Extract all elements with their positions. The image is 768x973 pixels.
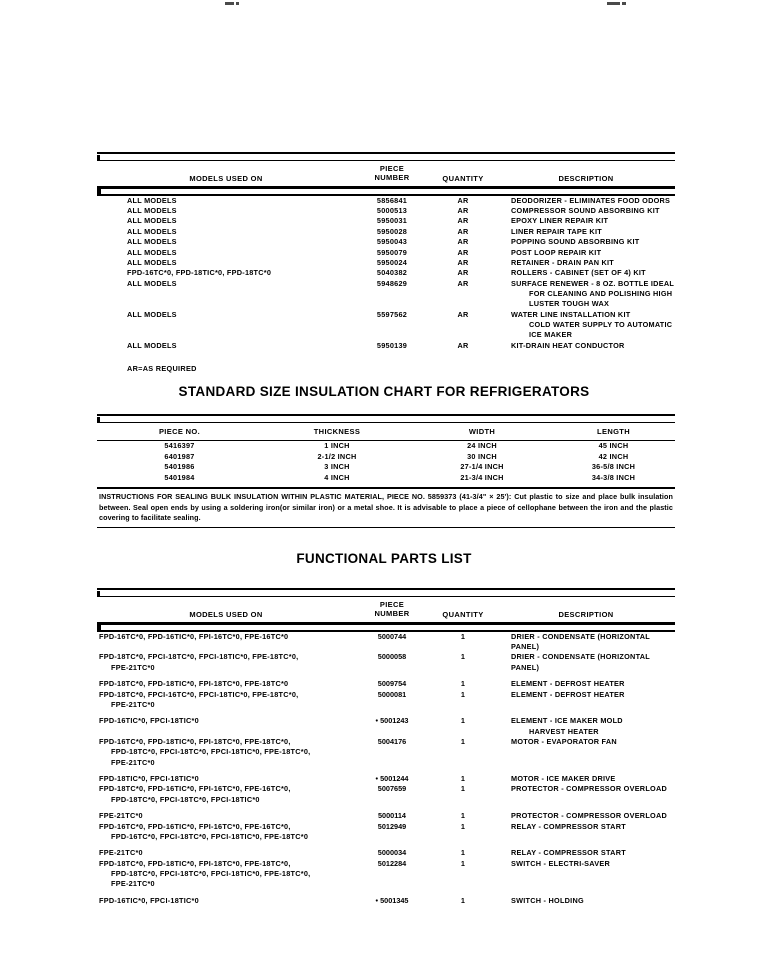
cell-piece-number: 5000513 (376, 206, 408, 216)
cell-models-used-on (97, 896, 355, 906)
cell-models-used-on: ALL MODELS (127, 257, 177, 267)
cell-piece-number: 5004176 (377, 736, 407, 746)
description-line: RETAINER - DRAIN PAN KIT (511, 257, 615, 267)
column-header-piece-number (355, 600, 429, 619)
column-header-description: DESCRIPTION (558, 609, 614, 619)
cell-quantity: AR (457, 340, 469, 350)
as-required-footnote: AR=AS REQUIRED (127, 364, 197, 373)
table-row (97, 216, 675, 226)
cell-quantity: 1 (460, 679, 466, 689)
cell-models-used-on (97, 737, 355, 768)
cell-description (497, 237, 675, 247)
models-line: FPE-21TC*0 (99, 811, 143, 821)
models-line: FPD-16TC*0, FPD-18TIC*0, FPI-18TC*0, FPE-18TC*0, (99, 736, 291, 746)
models-line: FPD-16TC*0, FPD-16TIC*0, FPI-16TC*0, FPE-16TC*0, (99, 821, 291, 831)
table-row (97, 690, 675, 711)
cell-description (497, 859, 675, 869)
description-line: COMPRESSOR SOUND ABSORBING KIT (511, 206, 660, 216)
column-header-quantity: QUANTITY (442, 173, 484, 183)
table-row (97, 737, 675, 768)
insulation-chart-title: STANDARD SIZE INSULATION CHART FOR REFRIGERATORS (178, 384, 590, 399)
table-row (97, 341, 675, 351)
cell-thickness: 3 INCH (324, 462, 350, 472)
cell-models-used-on: ALL MODELS (127, 278, 177, 288)
column-header-width: WIDTH (468, 427, 496, 436)
cell-piece-number: 5040382 (376, 268, 408, 278)
cell-quantity: 1 (460, 784, 466, 794)
cell-piece-number: • 5001345 (375, 895, 409, 905)
piece-header-line2: NUMBER (374, 173, 410, 183)
models-line: FPD-16TIC*0, FPCI-18TIC*0 (99, 895, 199, 905)
cell-description (497, 784, 675, 794)
cell-description (497, 258, 675, 268)
cell-quantity: AR (457, 216, 469, 226)
table-row (97, 227, 675, 237)
scan-artifact (622, 2, 626, 5)
models-continuation-line: FPE-21TC*0 (111, 699, 155, 709)
insulation-header-row (97, 423, 675, 440)
cell-piece-no: 5401986 (164, 462, 195, 472)
description-line: LINER REPAIR TAPE KIT (511, 226, 602, 236)
cell-quantity: 1 (460, 895, 466, 905)
cell-quantity: AR (457, 237, 469, 247)
cell-models-used-on: ALL MODELS (127, 309, 177, 319)
cell-piece-number: 5950079 (376, 247, 408, 257)
cell-quantity: AR (457, 257, 469, 267)
table-row (97, 848, 675, 858)
description-continuation-line: HARVEST HEATER (529, 726, 599, 736)
cell-piece-no: 6401987 (164, 451, 195, 461)
description-line: ELEMENT - DEFROST HEATER (511, 689, 625, 699)
cell-quantity: 1 (460, 848, 466, 858)
models-continuation-line: FPD-18TC*0, FPCI-18TC*0, FPCI-18TIC*0, FPE-18TC*0, (111, 868, 311, 878)
cell-models-used-on: ALL MODELS (127, 195, 177, 205)
cell-quantity: 1 (460, 652, 466, 662)
scan-artifact (236, 2, 239, 5)
cell-quantity: 1 (460, 689, 466, 699)
table-row (97, 248, 675, 258)
models-line: FPE-21TC*0 (99, 848, 143, 858)
scan-artifact (607, 2, 620, 5)
models-line: FPD-18TC*0, FPD-18TIC*0, FPI-18TC*0, FPE-18TC*0, (99, 858, 291, 868)
cell-piece-number: 5012949 (377, 821, 407, 831)
cell-quantity: AR (457, 195, 469, 205)
table-rule-top (97, 152, 675, 161)
table-row (97, 462, 675, 473)
table-row (97, 206, 675, 216)
table-row (97, 716, 675, 737)
table-row (97, 258, 675, 268)
cell-description (497, 248, 675, 258)
models-line: FPD-18TC*0, FPD-18TIC*0, FPI-18TC*0, FPE-18TC*0 (99, 679, 289, 689)
cell-models-used-on (97, 784, 355, 805)
cell-description (497, 679, 675, 689)
cell-piece-number: 5000744 (377, 631, 407, 641)
models-continuation-line: FPE-21TC*0 (111, 879, 155, 889)
description-line: DRIER - CONDENSATE (HORIZONTAL PANEL) (511, 631, 650, 652)
piece-header-line1: PIECE (379, 164, 405, 173)
cell-piece-number: • 5001244 (375, 774, 409, 784)
description-continuation-line: ICE MAKER (529, 330, 573, 340)
cell-piece-number: 5000114 (377, 811, 406, 821)
cell-quantity: 1 (460, 716, 466, 726)
cell-piece-number: 5007659 (377, 784, 407, 794)
cell-models-used-on (97, 652, 355, 673)
table-row (97, 632, 675, 653)
cell-models-used-on (97, 822, 355, 843)
models-continuation-line: FPE-21TC*0 (111, 662, 155, 672)
cell-quantity: AR (457, 226, 469, 236)
column-header-piece-number (355, 164, 429, 183)
models-line: FPD-18TC*0, FPD-16TIC*0, FPI-16TC*0, FPE-16TC*0, (99, 784, 291, 794)
table-row (97, 679, 675, 689)
column-header-length: LENGTH (597, 427, 630, 436)
description-line: MOTOR - ICE MAKER DRIVE (511, 774, 616, 784)
accessory-parts-table (97, 152, 675, 351)
description-line: DRIER - CONDENSATE (HORIZONTAL PANEL) (511, 652, 650, 672)
cell-models-used-on: ALL MODELS (127, 247, 177, 257)
description-line: PROTECTOR - COMPRESSOR OVERLOAD (511, 784, 667, 794)
cell-models-used-on (97, 774, 355, 784)
description-line: ROLLERS - CABINET (SET OF 4) KIT (511, 268, 646, 278)
description-line: POPPING SOUND ABSORBING KIT (511, 237, 640, 247)
table-row (97, 652, 675, 673)
cell-quantity: 1 (460, 821, 466, 831)
accessory-table-header-row (97, 161, 675, 186)
description-line: ELEMENT - DEFROST HEATER (511, 679, 625, 689)
functional-rule-top (97, 588, 675, 597)
cell-models-used-on: ALL MODELS (127, 216, 177, 226)
cell-description (497, 848, 675, 858)
cell-description (497, 652, 675, 673)
cell-description (497, 716, 675, 737)
cell-length: 45 INCH (598, 441, 629, 450)
cell-models-used-on (97, 679, 355, 689)
cell-piece-number: 5950139 (376, 340, 408, 350)
cell-length: 36-5/8 INCH (591, 462, 636, 472)
cell-width: 30 INCH (467, 451, 497, 461)
cell-quantity: 1 (460, 811, 466, 821)
cell-models-used-on (97, 848, 355, 858)
table-row (97, 473, 675, 484)
cell-description (497, 279, 675, 310)
cell-description (497, 310, 675, 341)
cell-width: 21-3/4 INCH (460, 472, 504, 482)
description-line: KIT-DRAIN HEAT CONDUCTOR (511, 340, 625, 350)
column-header-models: MODELS USED ON (189, 609, 263, 619)
insulation-chart-table (97, 414, 675, 528)
description-line: MOTOR - EVAPORATOR FAN (511, 736, 617, 746)
table-row (97, 237, 675, 247)
cell-quantity: 1 (460, 858, 466, 868)
table-row (97, 310, 675, 341)
table-row (97, 452, 675, 463)
cell-description (497, 632, 675, 653)
cell-piece-number: • 5001243 (375, 716, 409, 726)
accessory-table-body (97, 196, 675, 351)
cell-models-used-on: FPD-16TC*0, FPD-18TIC*0, FPD-18TC*0 (127, 268, 272, 278)
description-line: RELAY - COMPRESSOR START (511, 848, 626, 858)
description-line: PROTECTOR - COMPRESSOR OVERLOAD (511, 811, 667, 821)
cell-description (497, 737, 675, 747)
cell-width: 27-1/4 INCH (460, 462, 504, 472)
cell-piece-number: 5950043 (376, 237, 408, 247)
table-row (97, 196, 675, 206)
cell-quantity: AR (457, 278, 469, 288)
table-row (97, 774, 675, 784)
models-line: FPD-18TC*0, FPCI-16TC*0, FPCI-18TIC*0, FPE-18TC*0, (99, 689, 299, 699)
cell-description (497, 268, 675, 278)
instructions-rule-bottom (97, 527, 675, 528)
description-continuation-line: COLD WATER SUPPLY TO AUTOMATIC (529, 320, 673, 330)
column-header-description: DESCRIPTION (558, 173, 614, 183)
cell-models-used-on (97, 716, 355, 726)
cell-quantity: 1 (460, 774, 466, 784)
description-line: WATER LINE INSTALLATION KIT (511, 309, 631, 319)
description-line: RELAY - COMPRESSOR START (511, 821, 626, 831)
models-line: FPD-18TC*0, FPCI-18TC*0, FPCI-18TIC*0, FPE-18TC*0, (99, 652, 299, 662)
table-row (97, 811, 675, 821)
cell-piece-number: 5950028 (376, 226, 408, 236)
cell-piece-number: 5009754 (377, 679, 407, 689)
functional-table-header-row (97, 597, 675, 622)
cell-piece-no: 5401984 (164, 472, 195, 482)
cell-quantity: 1 (460, 631, 466, 641)
cell-piece-number: 5948629 (376, 278, 408, 288)
cell-models-used-on: ALL MODELS (127, 340, 177, 350)
cell-models-used-on (97, 859, 355, 890)
cell-description (497, 822, 675, 832)
column-header-quantity: QUANTITY (442, 609, 484, 619)
description-line: SWITCH - ELECTRI-SAVER (511, 858, 611, 868)
cell-piece-number: 5000081 (377, 689, 407, 699)
cell-models-used-on: ALL MODELS (127, 237, 177, 247)
description-line: DEODORIZER - ELIMINATES FOOD ODORS (511, 195, 671, 205)
functional-rule-middle (97, 622, 675, 632)
functional-parts-table (97, 588, 675, 906)
cell-thickness: 1 INCH (324, 441, 350, 450)
insulation-instructions-text: INSTRUCTIONS FOR SEALING BULK INSULATION WITHIN PLASTIC MATERIAL, PIECE NO. 5859373 (41-3/4" × 25'): Cut plastic to size and place bulk insulation between. Seal open ends by using a soldering iron(or similar iron) or a metal shoe. It is advisable to place a piece of cellophane between the iron and the plastic covering to facilitate sealing. (99, 492, 673, 523)
models-continuation-line: FPD-16TC*0, FPCI-18TC*0, FPCI-18TIC*0, FPE-18TC*0 (111, 831, 309, 841)
models-continuation-line: FPE-21TC*0 (111, 757, 155, 767)
cell-description (497, 896, 675, 906)
cell-quantity: 1 (460, 736, 466, 746)
cell-quantity: AR (457, 206, 469, 216)
cell-models-used-on (97, 690, 355, 711)
cell-piece-number: 5012284 (377, 858, 407, 868)
cell-piece-number: 5950031 (376, 216, 408, 226)
cell-piece-number: 5000058 (377, 652, 407, 662)
table-row (97, 859, 675, 890)
cell-thickness: 4 INCH (324, 472, 350, 482)
functional-parts-list-title: FUNCTIONAL PARTS LIST (296, 551, 472, 566)
cell-models-used-on (97, 632, 355, 642)
functional-table-body (97, 632, 675, 906)
piece-header-line2: NUMBER (374, 609, 410, 619)
cell-description (497, 690, 675, 700)
cell-quantity: AR (457, 268, 469, 278)
cell-description (497, 216, 675, 226)
column-header-models: MODELS USED ON (189, 173, 263, 183)
table-rule-middle (97, 186, 675, 196)
cell-models-used-on (97, 811, 355, 821)
cell-quantity: AR (457, 309, 469, 319)
cell-piece-number: 5950024 (376, 257, 408, 267)
cell-thickness: 2-1/2 INCH (317, 451, 357, 461)
column-header-piece-no: PIECE NO. (158, 427, 201, 436)
cell-piece-number: 5597562 (376, 309, 408, 319)
cell-piece-number: 5000034 (377, 848, 407, 858)
cell-description (497, 206, 675, 216)
insulation-table-body (97, 441, 675, 483)
table-row (97, 784, 675, 805)
description-line: SWITCH - HOLDING (511, 895, 584, 905)
cell-width: 24 INCH (467, 441, 497, 450)
models-line: FPD-16TC*0, FPD-16TIC*0, FPI-16TC*0, FPE-16TC*0 (99, 631, 289, 641)
cell-piece-no: 5416397 (164, 441, 195, 450)
cell-description (497, 774, 675, 784)
cell-quantity: AR (457, 247, 469, 257)
piece-header-line1: PIECE (379, 600, 405, 609)
table-row (97, 822, 675, 843)
cell-piece-number: 5856841 (376, 195, 408, 205)
column-header-thickness: THICKNESS (313, 427, 361, 436)
description-continuation-line: LUSTER TOUGH WAX (529, 299, 610, 309)
cell-models-used-on: ALL MODELS (127, 206, 177, 216)
models-line: FPD-16TIC*0, FPCI-18TIC*0 (99, 716, 199, 726)
cell-length: 34-3/8 INCH (591, 472, 636, 482)
cell-length: 42 INCH (598, 451, 629, 461)
description-line: SURFACE RENEWER - 8 OZ. BOTTLE IDEAL (511, 278, 675, 288)
cell-models-used-on: ALL MODELS (127, 226, 177, 236)
scan-artifact (225, 2, 234, 5)
table-row (97, 268, 675, 278)
models-continuation-line: FPD-18TC*0, FPCI-18TC*0, FPCI-18TIC*0, FPE-18TC*0, (111, 747, 311, 757)
models-continuation-line: FPD-18TC*0, FPCI-18TC*0, FPCI-18TIC*0 (111, 794, 260, 804)
description-continuation-line: FOR CLEANING AND POLISHING HIGH (529, 288, 673, 298)
insulation-rule-top (97, 414, 675, 423)
cell-description (497, 341, 675, 351)
cell-description (497, 196, 675, 206)
cell-description (497, 811, 675, 821)
table-row (97, 896, 675, 906)
table-row (97, 441, 675, 452)
cell-description (497, 227, 675, 237)
table-row (97, 279, 675, 310)
description-line: POST LOOP REPAIR KIT (511, 247, 602, 257)
models-line: FPD-18TIC*0, FPCI-18TIC*0 (99, 774, 199, 784)
description-line: ELEMENT - ICE MAKER MOLD (511, 716, 623, 726)
description-line: EPOXY LINER REPAIR KIT (511, 216, 609, 226)
